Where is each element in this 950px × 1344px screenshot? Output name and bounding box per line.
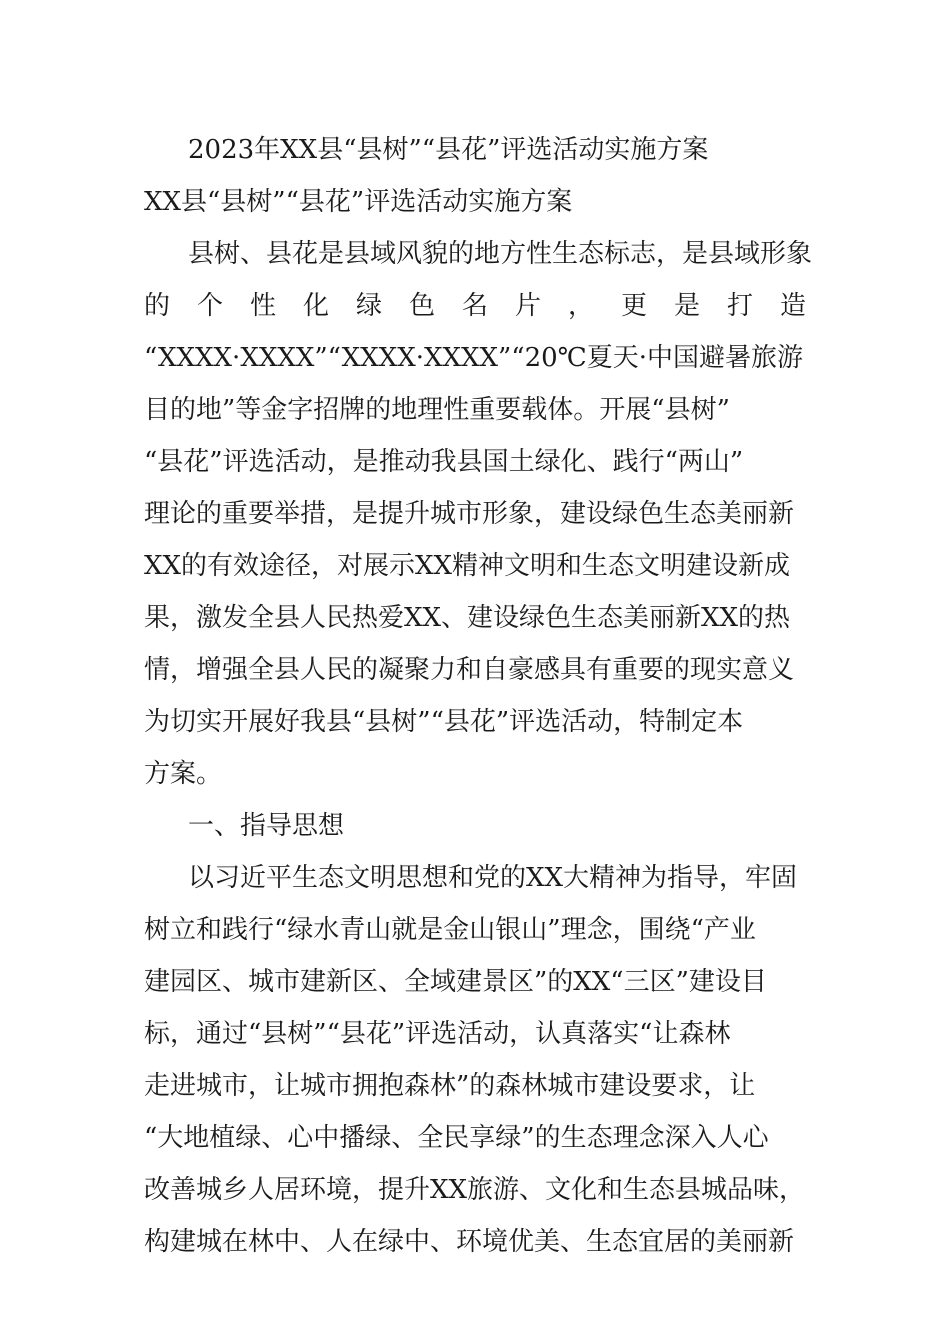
paragraph-line: 理论的重要举措，是提升城市形象，建设绿色生态美丽新 — [144, 499, 795, 529]
paragraph-line: 以习近平生态文明思想和党的XX大精神为指导，牢固 — [188, 863, 798, 893]
paragraph-line: 标，通过“县树”“县花”评选活动，认真落实“让森林 — [144, 1019, 731, 1049]
paragraph-line: 改善城乡人居环境，提升XX旅游、文化和生态县城品味， — [144, 1175, 806, 1205]
paragraph-line: 的个性化绿色名片，更是打造 — [144, 291, 806, 321]
document-subtitle: XX县“县树”“县花”评选活动实施方案 — [144, 187, 573, 217]
paragraph-line: XX的有效途径，对展示XX精神文明和生态文明建设新成 — [144, 551, 791, 581]
document-title: 2023年XX县“县树”“县花”评选活动实施方案 — [188, 135, 709, 165]
paragraph-line: 构建城在林中、人在绿中、环境优美、生态宜居的美丽新 — [144, 1227, 795, 1257]
paragraph-line: 为切实开展好我县“县树”“县花”评选活动，特制定本 — [144, 707, 744, 737]
paragraph-line: “县花”评选活动，是推动我县国土绿化、践行“两山” — [144, 447, 744, 477]
section-heading: 一、指导思想 — [188, 811, 345, 841]
paragraph-line: 走进城市，让城市拥抱森林”的森林城市建设要求，让 — [144, 1071, 756, 1101]
document-body — [144, 124, 813, 1268]
section-paragraph — [144, 852, 806, 1268]
paragraph-line: 情，增强全县人民的凝聚力和自豪感具有重要的现实意义 — [144, 655, 795, 685]
paragraph-line: 目的地”等金字招牌的地理性重要载体。开展“县树” — [144, 395, 730, 425]
paragraph-line: “大地植绿、心中播绿、全民享绿”的生态理念深入人心 — [144, 1123, 769, 1153]
paragraph-line: 树立和践行“绿水青山就是金山银山”理念，围绕“产业 — [144, 915, 756, 945]
intro-paragraph — [144, 228, 813, 800]
paragraph-line: 方案。 — [144, 759, 223, 789]
paragraph-line: 果，激发全县人民热爱XX、建设绿色生态美丽新XX的热 — [144, 603, 791, 633]
paragraph-line: 县树、县花是县域风貌的地方性生态标志，是县域形象 — [188, 239, 813, 269]
paragraph-line: 建园区、城市建新区、全域建景区”的XX“三区”建设目 — [144, 967, 767, 997]
paragraph-line: “XXXX·XXXX”“XXXX·XXXX”“20℃夏天·中国避暑旅游 — [144, 343, 804, 373]
